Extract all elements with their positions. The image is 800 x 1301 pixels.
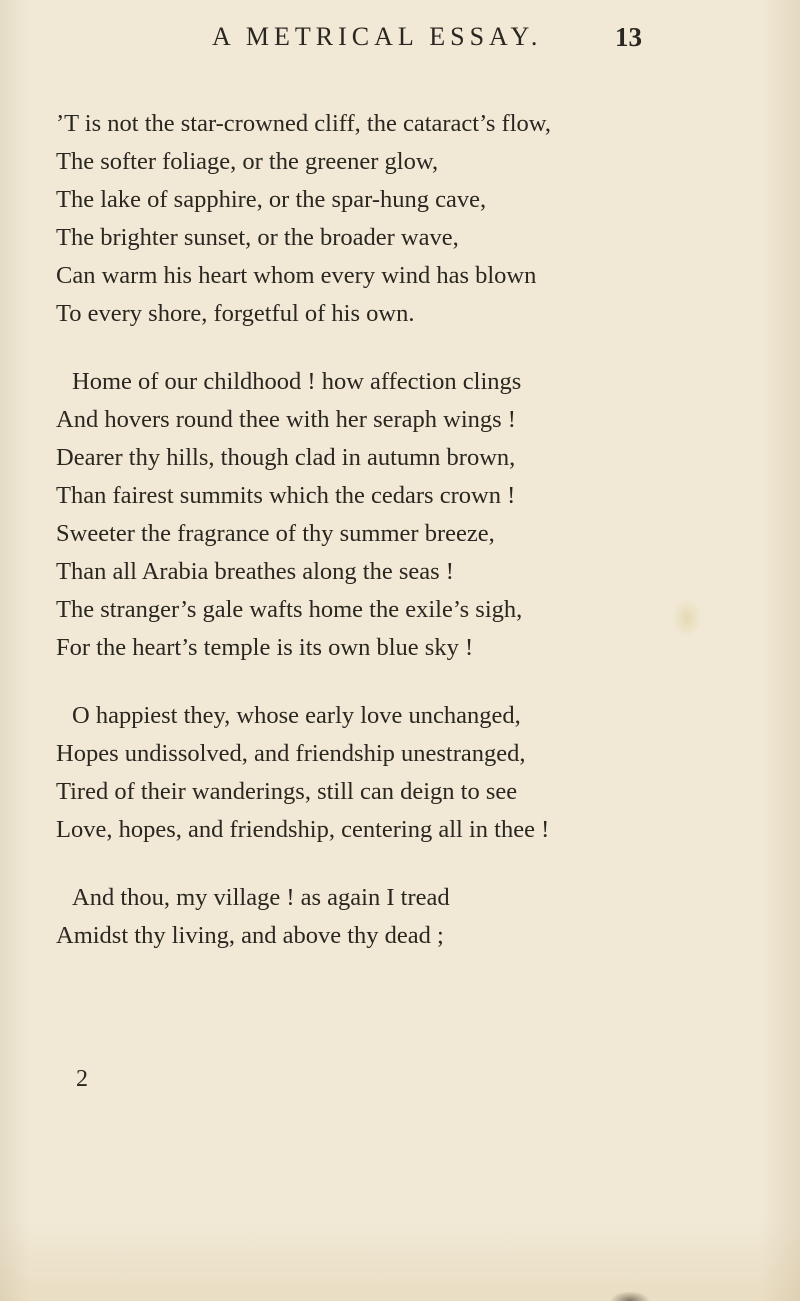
stanza — [56, 363, 746, 667]
verse-line: To every shore, forgetful of his own. — [56, 300, 415, 327]
verse-line: Than all Arabia breathes along the seas ! — [56, 558, 454, 585]
verse-line: Sweeter the fragrance of thy summer breeze, — [56, 520, 495, 547]
verse-line: ’T is not the star-crowned cliff, the cataract’s flow, — [56, 110, 552, 137]
verse-line: The stranger’s gale wafts home the exile’s sigh, — [56, 596, 523, 623]
signature-mark: 2 — [76, 1066, 88, 1092]
verse-line: And hovers round thee with her seraph wings ! — [56, 406, 516, 433]
verse-line: O happiest they, whose early love unchanged, — [72, 702, 521, 729]
verse-line: Hopes undissolved, and friendship unestranged, — [56, 740, 526, 767]
page-header — [0, 22, 800, 62]
stanza — [56, 105, 746, 333]
verse-line: Home of our childhood ! how affection clings — [72, 368, 522, 395]
verse-line: Than fairest summits which the cedars crown ! — [56, 482, 516, 509]
verse-line: Dearer thy hills, though clad in autumn brown, — [56, 444, 516, 471]
poem-body — [56, 105, 746, 985]
verse-line: And thou, my village ! as again I tread — [72, 884, 450, 911]
page-number: 13 — [615, 22, 642, 52]
verse-line: The softer foliage, or the greener glow, — [56, 148, 439, 175]
running-title: A METRICAL ESSAY. — [212, 22, 543, 51]
verse-line: The lake of sapphire, or the spar-hung cave, — [56, 186, 487, 213]
stanza — [56, 697, 746, 849]
verse-line: Can warm his heart whom every wind has blown — [56, 262, 537, 289]
page-edge-mark — [610, 1291, 650, 1301]
stanza — [56, 879, 746, 955]
verse-line: For the heart’s temple is its own blue sky ! — [56, 634, 474, 661]
verse-line: The brighter sunset, or the broader wave, — [56, 224, 459, 251]
verse-line: Amidst thy living, and above thy dead ; — [56, 922, 444, 949]
verse-line: Tired of their wanderings, still can deign to see — [56, 778, 518, 805]
verse-line: Love, hopes, and friendship, centering all in thee ! — [56, 816, 550, 843]
